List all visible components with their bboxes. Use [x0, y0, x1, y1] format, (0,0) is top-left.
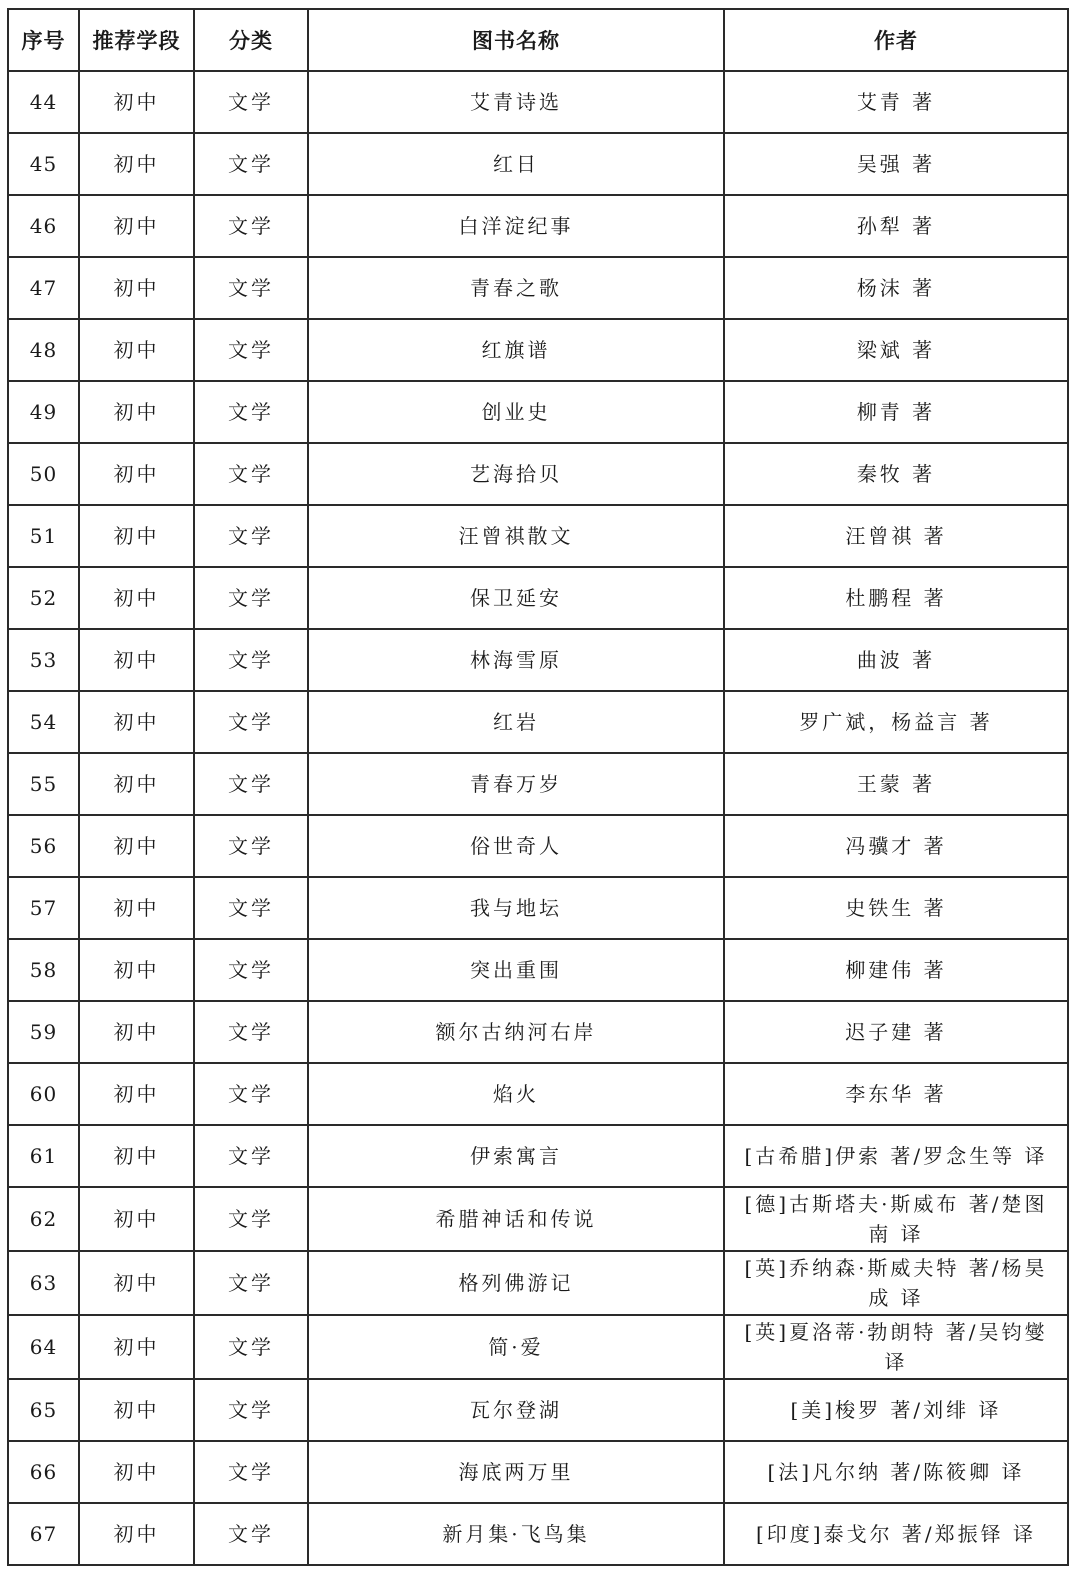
cell-stage: 初中	[79, 567, 194, 629]
cell-author: [英]夏洛蒂·勃朗特 著/吴钧燮 译	[724, 1315, 1068, 1379]
cell-title: 红日	[308, 133, 724, 195]
cell-index: 53	[8, 629, 79, 691]
cell-index: 49	[8, 381, 79, 443]
cell-stage: 初中	[79, 939, 194, 1001]
cell-index: 52	[8, 567, 79, 629]
cell-index: 45	[8, 133, 79, 195]
table-body	[8, 71, 1068, 1565]
cell-index: 59	[8, 1001, 79, 1063]
cell-stage: 初中	[79, 1315, 194, 1379]
cell-stage: 初中	[79, 133, 194, 195]
cell-category: 文学	[194, 133, 308, 195]
cell-author: [美]梭罗 著/刘绯 译	[724, 1379, 1068, 1441]
cell-title: 伊索寓言	[308, 1125, 724, 1187]
header-stage: 推荐学段	[79, 9, 194, 71]
cell-author: 史铁生 著	[724, 877, 1068, 939]
cell-stage: 初中	[79, 71, 194, 133]
cell-category: 文学	[194, 877, 308, 939]
cell-stage: 初中	[79, 1001, 194, 1063]
cell-category: 文学	[194, 691, 308, 753]
cell-title: 希腊神话和传说	[308, 1187, 724, 1251]
cell-title: 青春之歌	[308, 257, 724, 319]
cell-stage: 初中	[79, 257, 194, 319]
cell-title: 焰火	[308, 1063, 724, 1125]
cell-author: 杨沫 著	[724, 257, 1068, 319]
cell-stage: 初中	[79, 1187, 194, 1251]
cell-stage: 初中	[79, 1441, 194, 1503]
cell-index: 60	[8, 1063, 79, 1125]
cell-author: 王蒙 著	[724, 753, 1068, 815]
cell-stage: 初中	[79, 1063, 194, 1125]
cell-index: 47	[8, 257, 79, 319]
header-author: 作者	[724, 9, 1068, 71]
cell-title: 汪曾祺散文	[308, 505, 724, 567]
cell-category: 文学	[194, 1503, 308, 1565]
table-row	[8, 753, 1068, 815]
table-row	[8, 629, 1068, 691]
cell-index: 67	[8, 1503, 79, 1565]
cell-category: 文学	[194, 319, 308, 381]
table-row	[8, 1001, 1068, 1063]
table-row	[8, 1063, 1068, 1125]
cell-index: 56	[8, 815, 79, 877]
cell-author: 柳建伟 著	[724, 939, 1068, 1001]
cell-stage: 初中	[79, 1125, 194, 1187]
cell-stage: 初中	[79, 691, 194, 753]
cell-title: 青春万岁	[308, 753, 724, 815]
cell-author: 罗广斌，杨益言 著	[724, 691, 1068, 753]
table-row	[8, 567, 1068, 629]
cell-stage: 初中	[79, 1251, 194, 1315]
table-row	[8, 381, 1068, 443]
cell-author: 汪曾祺 著	[724, 505, 1068, 567]
book-list-table	[7, 8, 1069, 1566]
cell-category: 文学	[194, 71, 308, 133]
table-row	[8, 133, 1068, 195]
cell-author: 冯骥才 著	[724, 815, 1068, 877]
cell-title: 创业史	[308, 381, 724, 443]
cell-index: 46	[8, 195, 79, 257]
cell-author: 杜鹏程 著	[724, 567, 1068, 629]
cell-title: 艾青诗选	[308, 71, 724, 133]
cell-stage: 初中	[79, 877, 194, 939]
cell-category: 文学	[194, 443, 308, 505]
cell-category: 文学	[194, 629, 308, 691]
header-index: 序号	[8, 9, 79, 71]
cell-category: 文学	[194, 1125, 308, 1187]
cell-stage: 初中	[79, 1379, 194, 1441]
cell-author: 吴强 著	[724, 133, 1068, 195]
cell-author: [英]乔纳森·斯威夫特 著/杨昊成 译	[724, 1251, 1068, 1315]
cell-category: 文学	[194, 753, 308, 815]
cell-stage: 初中	[79, 443, 194, 505]
cell-category: 文学	[194, 1315, 308, 1379]
cell-index: 58	[8, 939, 79, 1001]
cell-stage: 初中	[79, 195, 194, 257]
cell-category: 文学	[194, 1441, 308, 1503]
table-row	[8, 71, 1068, 133]
cell-title: 红岩	[308, 691, 724, 753]
cell-index: 50	[8, 443, 79, 505]
table-row	[8, 443, 1068, 505]
table-row	[8, 257, 1068, 319]
cell-category: 文学	[194, 195, 308, 257]
cell-title: 简·爱	[308, 1315, 724, 1379]
table-row	[8, 1315, 1068, 1379]
cell-category: 文学	[194, 505, 308, 567]
cell-stage: 初中	[79, 1503, 194, 1565]
cell-index: 64	[8, 1315, 79, 1379]
cell-title: 保卫延安	[308, 567, 724, 629]
cell-title: 艺海拾贝	[308, 443, 724, 505]
cell-category: 文学	[194, 1063, 308, 1125]
cell-category: 文学	[194, 939, 308, 1001]
table-row	[8, 505, 1068, 567]
cell-index: 55	[8, 753, 79, 815]
cell-author: 李东华 著	[724, 1063, 1068, 1125]
cell-index: 65	[8, 1379, 79, 1441]
cell-index: 51	[8, 505, 79, 567]
cell-index: 66	[8, 1441, 79, 1503]
cell-index: 61	[8, 1125, 79, 1187]
cell-category: 文学	[194, 1187, 308, 1251]
cell-stage: 初中	[79, 815, 194, 877]
header-title: 图书名称	[308, 9, 724, 71]
cell-title: 突出重围	[308, 939, 724, 1001]
cell-title: 俗世奇人	[308, 815, 724, 877]
table-header-row	[8, 9, 1068, 71]
cell-title: 林海雪原	[308, 629, 724, 691]
cell-index: 44	[8, 71, 79, 133]
cell-title: 白洋淀纪事	[308, 195, 724, 257]
cell-category: 文学	[194, 815, 308, 877]
cell-author: 秦牧 著	[724, 443, 1068, 505]
cell-index: 57	[8, 877, 79, 939]
table-row	[8, 877, 1068, 939]
table-row	[8, 939, 1068, 1001]
cell-index: 54	[8, 691, 79, 753]
cell-author: [德]古斯塔夫·斯威布 著/楚图南 译	[724, 1187, 1068, 1251]
cell-category: 文学	[194, 1001, 308, 1063]
cell-stage: 初中	[79, 629, 194, 691]
table-row	[8, 195, 1068, 257]
table-row	[8, 1187, 1068, 1251]
cell-index: 63	[8, 1251, 79, 1315]
cell-stage: 初中	[79, 753, 194, 815]
cell-index: 48	[8, 319, 79, 381]
cell-title: 红旗谱	[308, 319, 724, 381]
table-row	[8, 1379, 1068, 1441]
cell-author: [印度]泰戈尔 著/郑振铎 译	[724, 1503, 1068, 1565]
table-row	[8, 1251, 1068, 1315]
cell-author: 孙犁 著	[724, 195, 1068, 257]
cell-author: 艾青 著	[724, 71, 1068, 133]
cell-category: 文学	[194, 1251, 308, 1315]
cell-author: [法]凡尔纳 著/陈筱卿 译	[724, 1441, 1068, 1503]
cell-stage: 初中	[79, 381, 194, 443]
cell-index: 62	[8, 1187, 79, 1251]
table-row	[8, 691, 1068, 753]
cell-title: 瓦尔登湖	[308, 1379, 724, 1441]
cell-stage: 初中	[79, 319, 194, 381]
cell-category: 文学	[194, 1379, 308, 1441]
cell-category: 文学	[194, 567, 308, 629]
table-row	[8, 815, 1068, 877]
cell-author: 曲波 著	[724, 629, 1068, 691]
cell-author: 柳青 著	[724, 381, 1068, 443]
header-category: 分类	[194, 9, 308, 71]
cell-author: 迟子建 著	[724, 1001, 1068, 1063]
cell-title: 我与地坛	[308, 877, 724, 939]
cell-title: 额尔古纳河右岸	[308, 1001, 724, 1063]
table-row	[8, 1503, 1068, 1565]
cell-title: 格列佛游记	[308, 1251, 724, 1315]
cell-stage: 初中	[79, 505, 194, 567]
cell-title: 海底两万里	[308, 1441, 724, 1503]
cell-author: 梁斌 著	[724, 319, 1068, 381]
cell-title: 新月集·飞鸟集	[308, 1503, 724, 1565]
cell-category: 文学	[194, 257, 308, 319]
cell-category: 文学	[194, 381, 308, 443]
table-row	[8, 319, 1068, 381]
table-row	[8, 1125, 1068, 1187]
cell-author: [古希腊]伊索 著/罗念生等 译	[724, 1125, 1068, 1187]
table-row	[8, 1441, 1068, 1503]
